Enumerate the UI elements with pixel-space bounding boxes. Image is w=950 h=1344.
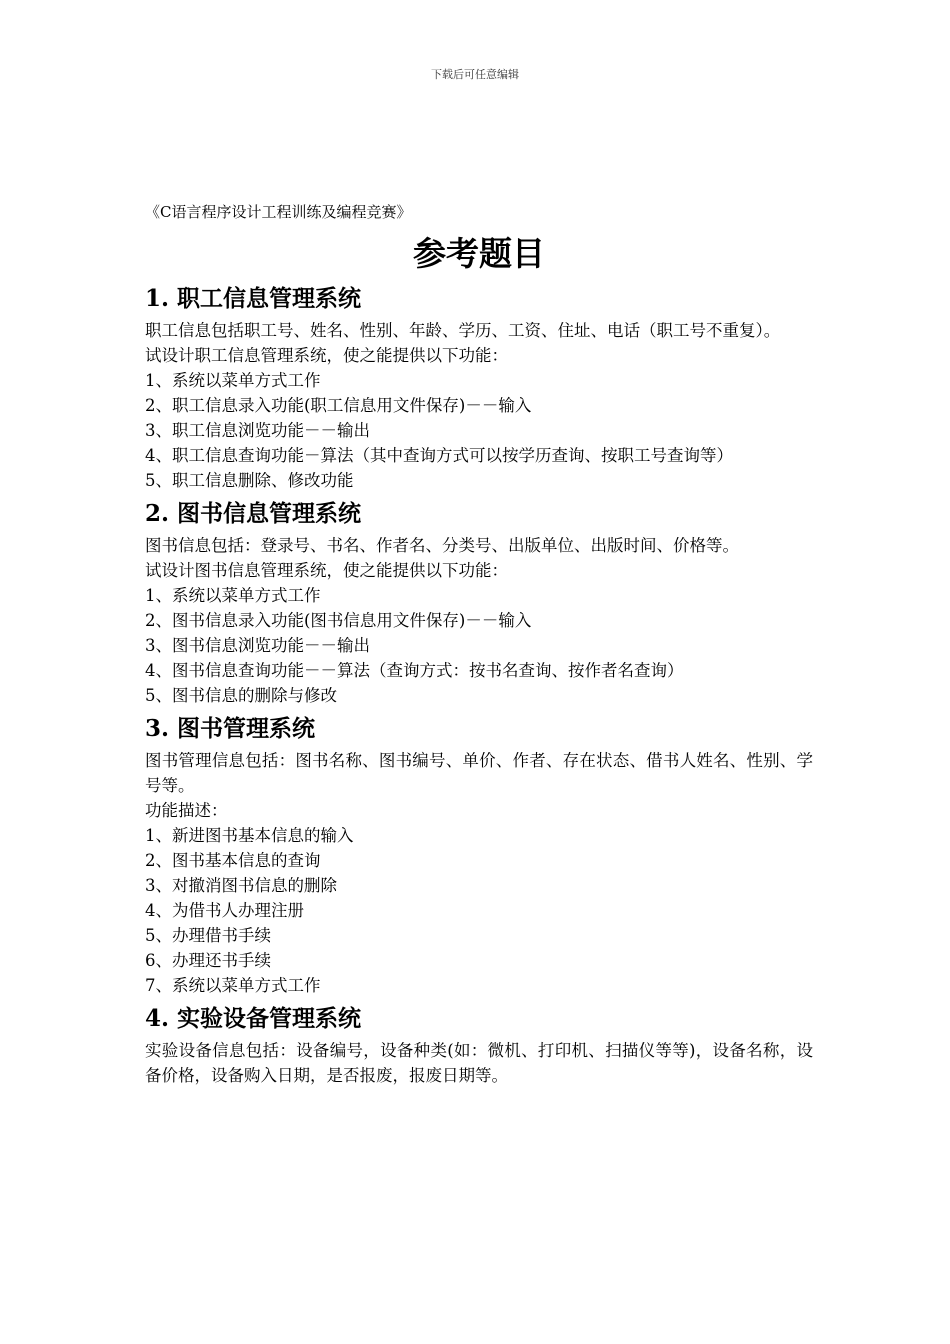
section (145, 284, 813, 493)
section-number: 2. (145, 500, 170, 527)
section-paragraph: 试设计图书信息管理系统，使之能提供以下功能： (145, 561, 508, 580)
feature-list-item: 3、对撤消图书信息的删除 (145, 876, 337, 895)
section-paragraph: 图书信息包括：登录号、书名、作者名、分类号、出版单位、出版时间、价格等。 (145, 536, 739, 555)
section-paragraph: 试设计职工信息管理系统，使之能提供以下功能： (145, 346, 508, 365)
section-number: 3. (145, 715, 170, 742)
feature-list-item: 2、职工信息录入功能(职工信息用文件保存)－－输入 (145, 396, 532, 415)
section (145, 1004, 813, 1088)
section-paragraph: 图书管理信息包括：图书名称、图书编号、单价、作者、存在状态、借书人姓名、性别、学号等。 (145, 751, 813, 795)
main-title: 参考题目 (413, 234, 545, 273)
feature-list-item: 5、职工信息删除、修改功能 (145, 471, 354, 490)
feature-list (145, 583, 813, 708)
course-title: 《C语言程序设计工程训练及编程竞赛》 (145, 203, 412, 221)
section-paragraph: 实验设备信息包括：设备编号，设备种类(如：微机、打印机、扫描仪等等)，设备名称，设备价格，设备购入日期，是否报废，报废日期等。 (145, 1041, 813, 1085)
section-paragraph: 功能描述： (145, 801, 228, 820)
feature-list-item: 2、图书信息录入功能(图书信息用文件保存)－－输入 (145, 611, 532, 630)
feature-list-item: 2、图书基本信息的查询 (145, 851, 321, 870)
feature-list-item: 1、系统以菜单方式工作 (145, 371, 321, 390)
feature-list-item: 1、系统以菜单方式工作 (145, 586, 321, 605)
document-body (145, 202, 813, 1094)
header-note: 下载后可任意编辑 (431, 68, 519, 81)
section-title: 实验设备管理系统 (177, 1006, 362, 1032)
feature-list (145, 823, 813, 998)
feature-list-item: 3、职工信息浏览功能－－输出 (145, 421, 370, 440)
section (145, 499, 813, 708)
feature-list-item: 3、图书信息浏览功能－－输出 (145, 636, 370, 655)
section-number: 1. (145, 285, 170, 312)
feature-list-item: 5、办理借书手续 (145, 926, 271, 945)
section-title: 职工信息管理系统 (177, 286, 362, 312)
feature-list-item: 4、为借书人办理注册 (145, 901, 304, 920)
section-title: 图书管理系统 (177, 716, 316, 742)
feature-list-item: 6、办理还书手续 (145, 951, 271, 970)
section-heading (145, 284, 813, 314)
section-heading (145, 1004, 813, 1034)
feature-list-item: 4、职工信息查询功能－算法（其中查询方式可以按学历查询、按职工号查询等） (145, 446, 733, 465)
section-heading (145, 714, 813, 744)
feature-list (145, 368, 813, 493)
section (145, 714, 813, 998)
feature-list-item: 1、新进图书基本信息的输入 (145, 826, 354, 845)
feature-list-item: 5、图书信息的删除与修改 (145, 686, 337, 705)
sections-container (145, 284, 813, 1088)
section-title: 图书信息管理系统 (177, 501, 362, 527)
section-paragraph: 职工信息包括职工号、姓名、性别、年龄、学历、工资、住址、电话（职工号不重复）。 (145, 321, 781, 340)
feature-list-item: 7、系统以菜单方式工作 (145, 976, 321, 995)
feature-list-item: 4、图书信息查询功能－－算法（查询方式：按书名查询、按作者名查询） (145, 661, 684, 680)
section-number: 4. (145, 1005, 170, 1032)
section-heading (145, 499, 813, 529)
